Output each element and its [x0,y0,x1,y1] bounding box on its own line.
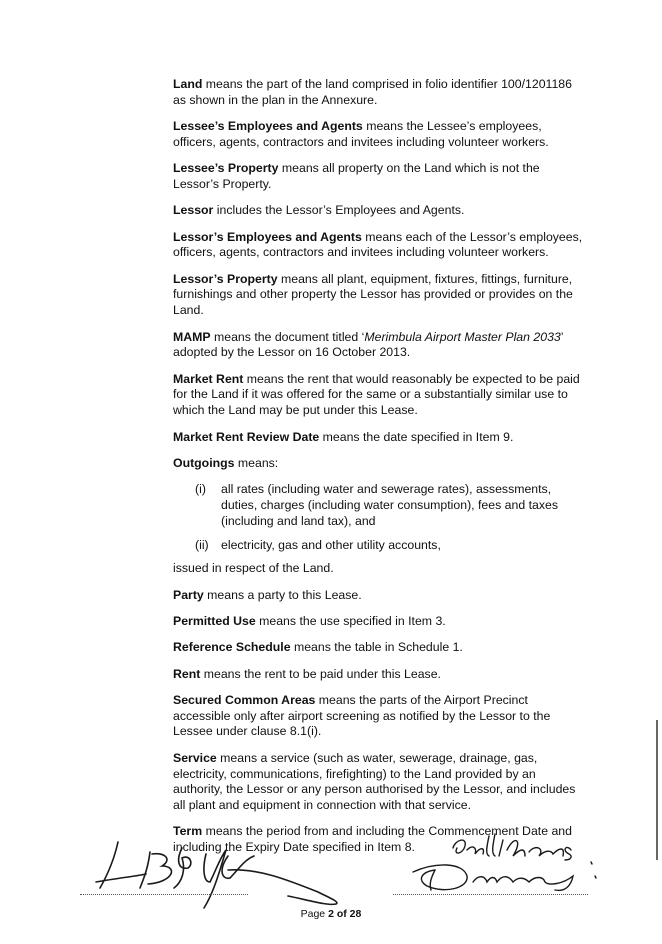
definition-lessors-employees [173,230,583,262]
definition-term: Market Rent [173,371,244,386]
total-pages: 28 [349,908,362,920]
definition-term: MAMP [173,329,211,344]
definition-term: Market Rent Review Date [173,429,320,444]
definition-mamp [173,330,583,362]
definition-term: Party [173,587,204,602]
definition-text: means a party to this Lease. [203,587,362,602]
definition-lessees-property [173,161,583,193]
definition-text: means each of the Lessor’s employees, officers, agents, contractors and invitees including volunteer workers. [173,229,583,260]
definition-term: Lessor’s Employees and Agents [173,229,362,244]
page-label: Page [300,908,329,920]
definition-text: means the period from and including the Commencement Date and including the Expiry Date specified in Item 8. [173,824,572,855]
definition-lessees-employees [173,119,583,151]
definition-term: Term [173,824,203,839]
current-page: 2 [328,908,334,920]
definition-term: Rent [173,666,201,681]
definition-text: means the part of the land comprised in folio identifier 100/1201186 as shown in the plan in the Annexure. [173,77,572,107]
page-footer [0,908,662,920]
definition-secured-common-areas [173,693,583,740]
definition-term: Land [173,77,203,91]
definition-text: includes the Lessor’s Employees and Agents. [213,203,465,218]
definition-text: means: [234,455,279,470]
definition-text: means the use specified in Item 3. [255,613,446,628]
definition-term: Lessee’s Property [173,161,279,176]
definition-rent [173,667,583,683]
definition-term: Lessor’s Property [173,271,278,286]
item-text: all rates (including water and sewerage rates), assessments, duties, charges (including water consumption), fees and taxes (including and land tax), and [221,482,558,528]
outgoings-item [195,538,583,554]
item-number: (i) [195,482,206,497]
definition-reference-schedule [173,640,583,656]
scan-edge [656,0,658,939]
item-number: (ii) [195,537,209,552]
outgoings-item [195,482,583,529]
definition-text: ’ adopted by the Lessor on 16 October 2013. [173,329,564,360]
definition-lessor [173,203,583,219]
lessee-signature-line [80,894,248,895]
definition-permitted-use [173,614,583,630]
lessee-signature [78,830,358,915]
definition-outgoings [173,456,583,472]
definition-market-rent-review-date [173,430,583,446]
lessor-signature-line [393,894,588,895]
definition-text: means the Lessee’s employees, officers, agents, contractors and invitees including volunteer workers. [173,119,549,149]
definition-term: Outgoings [173,455,235,470]
outgoings-closing: issued in respect of the Land. [173,561,334,576]
definition-text: means all plant, equipment, fixtures, fittings, furniture, furnishings and other property the Lessor has provided or provides on the Land. [173,271,573,318]
definition-text: means the document titled ‘ [210,329,365,344]
definition-text: means the parts of the Airport Precinct accessible only after airport screening as notified by the Lessor to the Lessee under clause 8.1(i). [173,692,551,739]
definition-term: Reference Schedule [173,640,291,655]
definitions-body [173,77,583,866]
definition-text: means the rent that would reasonably be expected to be paid for the Land if it was offered for the same or a substantially similar use to which the Land may be put under this Lease. [173,371,580,418]
definition-term: Service [173,750,217,765]
definition-text: means a service (such as water, sewerage, drainage, gas, electricity, communications, firefighting) to the Land provided by an authority, the Lessor or any person authorised by the Lessor, and includes all plant and equipment in connection with that service. [173,750,576,813]
page-of: of [333,908,350,920]
definition-service [173,751,583,814]
definition-term: Lessor [173,203,214,218]
definition-land [173,77,583,109]
definition-market-rent [173,372,583,419]
definition-text: means all property on the Land which is not the Lessor’s Property. [173,161,540,191]
definition-term: Lessee’s Employees and Agents [173,119,363,134]
definition-lessors-property [173,272,583,319]
definition-text: means the date specified in Item 9. [319,429,514,444]
item-text: electricity, gas and other utility accounts, [221,537,441,552]
definition-text: means the rent to be paid under this Lease. [200,666,441,681]
document-title: Merimbula Airport Master Plan 2033 [364,329,561,344]
definition-text: means the table in Schedule 1. [290,640,463,655]
definition-term: Secured Common Areas [173,692,316,707]
definition-term: Permitted Use [173,613,256,628]
definition-party [173,588,583,604]
